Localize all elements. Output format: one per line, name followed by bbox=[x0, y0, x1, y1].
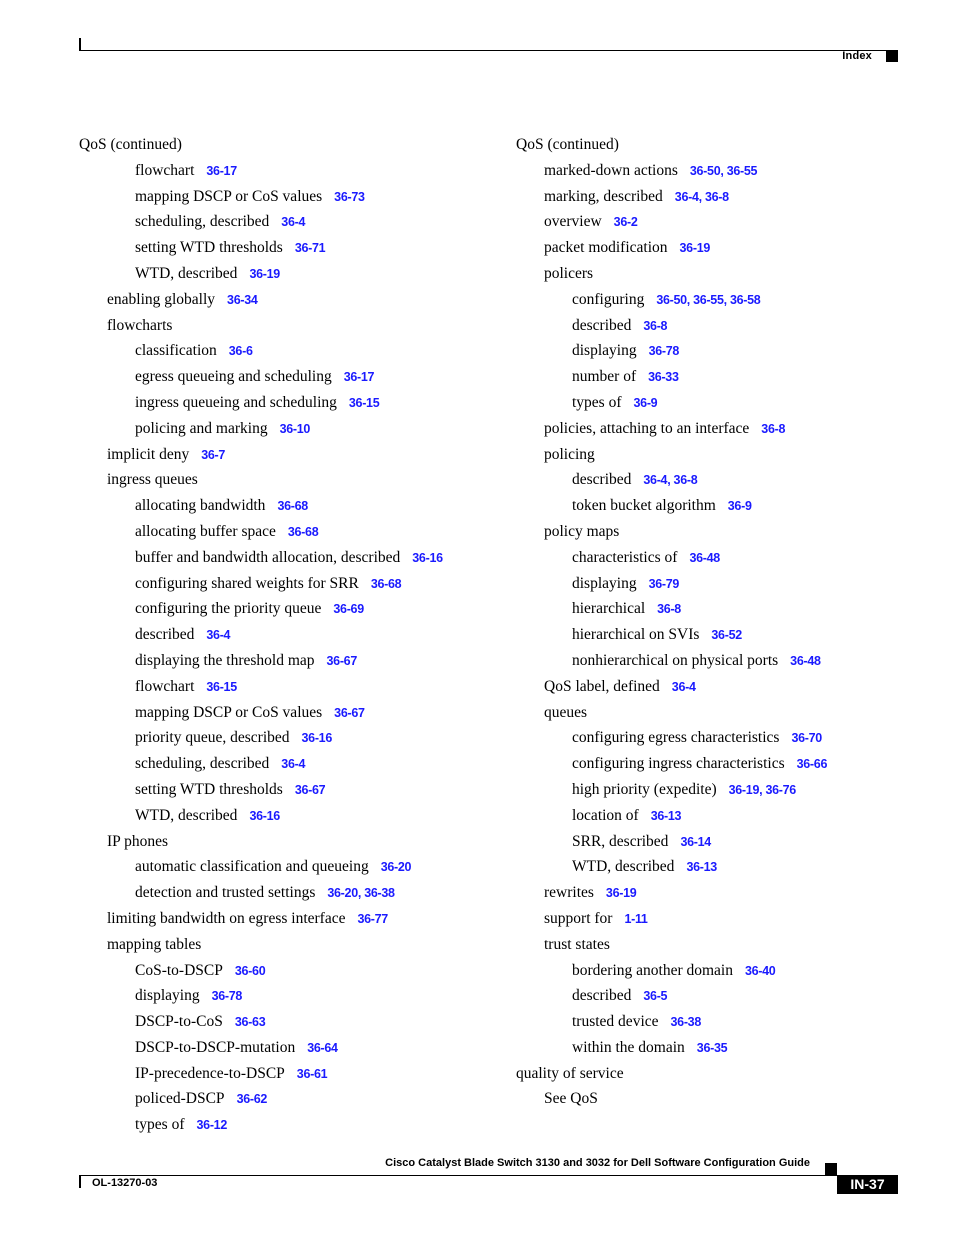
index-term: ingress queues bbox=[107, 471, 198, 489]
index-term: scheduling, described bbox=[135, 213, 270, 231]
page-reference-link[interactable]: 36-20, 36-38 bbox=[327, 886, 395, 901]
page-reference-link[interactable]: 36-14 bbox=[680, 834, 711, 849]
index-entry bbox=[516, 908, 916, 934]
index-entry bbox=[79, 1037, 479, 1063]
index-entry bbox=[516, 1011, 916, 1037]
index-entry bbox=[516, 727, 916, 753]
index-entry bbox=[79, 908, 479, 934]
index-entry bbox=[516, 263, 916, 289]
page-reference-link[interactable]: 36-4 bbox=[281, 215, 306, 230]
page-reference-link[interactable]: 36-13 bbox=[686, 860, 717, 875]
page-reference-link[interactable]: 1-11 bbox=[624, 911, 648, 926]
page-reference-link[interactable]: 36-61 bbox=[296, 1066, 328, 1081]
index-entry bbox=[79, 805, 479, 831]
index-term: SRR, described bbox=[572, 832, 669, 850]
page-reference-link[interactable]: 36-71 bbox=[294, 241, 326, 256]
index-term: described bbox=[572, 316, 632, 334]
index-term: high priority (expedite) bbox=[572, 780, 717, 798]
index-term: egress queueing and scheduling bbox=[135, 368, 332, 386]
index-entry bbox=[516, 856, 916, 882]
index-term: automatic classification and queueing bbox=[135, 858, 369, 876]
index-entry bbox=[79, 676, 479, 702]
index-entry bbox=[516, 1063, 916, 1089]
page-reference-link[interactable]: 36-10 bbox=[279, 421, 311, 436]
index-term: marked-down actions bbox=[544, 161, 678, 179]
index-entry bbox=[79, 211, 479, 237]
index-entry bbox=[79, 573, 479, 599]
index-term: rewrites bbox=[544, 884, 594, 902]
index-term: configuring ingress characteristics bbox=[572, 755, 785, 773]
index-entry bbox=[516, 573, 916, 599]
index-entry bbox=[516, 624, 916, 650]
index-term: allocating buffer space bbox=[135, 522, 276, 540]
index-term: displaying bbox=[572, 574, 637, 592]
page-reference-link[interactable]: 36-38 bbox=[670, 1015, 701, 1030]
index-entry bbox=[79, 702, 479, 728]
index-term: IP phones bbox=[107, 832, 168, 850]
index-column-left bbox=[79, 134, 479, 1140]
index-entry bbox=[516, 289, 916, 315]
index-entry bbox=[79, 882, 479, 908]
index-term: nonhierarchical on physical ports bbox=[572, 651, 779, 669]
index-term: setting WTD thresholds bbox=[135, 239, 283, 257]
index-term: trust states bbox=[544, 935, 610, 953]
index-term: WTD, described bbox=[135, 806, 238, 824]
index-term: policing bbox=[544, 445, 595, 463]
index-term: scheduling, described bbox=[135, 755, 270, 773]
index-entry bbox=[79, 753, 479, 779]
footer-rule bbox=[79, 1175, 898, 1176]
index-term: mapping tables bbox=[107, 935, 202, 953]
page-reference-link[interactable]: 36-73 bbox=[334, 189, 365, 204]
index-entry bbox=[79, 1088, 479, 1114]
index-term: described bbox=[572, 471, 632, 489]
index-entry bbox=[516, 831, 916, 857]
index-term: queues bbox=[544, 703, 588, 721]
index-term: policing and marking bbox=[135, 419, 268, 437]
index-entry bbox=[516, 547, 916, 573]
index-entry bbox=[516, 160, 916, 186]
page-reference-link[interactable]: 36-64 bbox=[307, 1040, 338, 1055]
page-reference-link[interactable]: 36-16 bbox=[301, 731, 332, 746]
index-term: configuring bbox=[572, 290, 645, 308]
index-entry bbox=[79, 340, 479, 366]
page-reference-link[interactable]: 36-68 bbox=[277, 499, 308, 514]
index-term: location of bbox=[572, 806, 639, 824]
index-entry bbox=[79, 186, 479, 212]
page-reference-link[interactable]: 36-17 bbox=[206, 163, 237, 178]
page-reference-link[interactable]: 36-52 bbox=[711, 628, 742, 643]
index-term: policed-DSCP bbox=[135, 1090, 225, 1108]
index-entry bbox=[516, 1037, 916, 1063]
index-entry bbox=[79, 856, 479, 882]
index-entry bbox=[516, 495, 916, 521]
index-entry bbox=[516, 882, 916, 908]
page-reference-link[interactable]: 36-48 bbox=[689, 550, 720, 565]
index-term: QoS (continued) bbox=[79, 136, 182, 153]
index-term: IP-precedence-to-DSCP bbox=[135, 1064, 285, 1082]
index-entry bbox=[79, 547, 479, 573]
index-term: configuring egress characteristics bbox=[572, 729, 780, 747]
page-reference-link[interactable]: 36-68 bbox=[370, 576, 402, 591]
index-term: DSCP-to-CoS bbox=[135, 1013, 223, 1031]
page-reference-link[interactable]: 36-66 bbox=[796, 757, 828, 772]
index-entry bbox=[79, 650, 479, 676]
index-entry bbox=[79, 831, 479, 857]
page-reference-link[interactable]: 36-69 bbox=[333, 602, 364, 617]
index-term: mapping DSCP or CoS values bbox=[135, 703, 323, 721]
index-entry bbox=[516, 315, 916, 341]
page-reference-link[interactable]: 36-4, 36-8 bbox=[674, 189, 729, 204]
page-reference-link[interactable]: 36-8 bbox=[657, 602, 681, 617]
page-reference-link[interactable]: 36-4 bbox=[206, 628, 231, 643]
page-reference-link[interactable]: 36-67 bbox=[326, 653, 357, 668]
page-reference-link[interactable]: 36-20 bbox=[380, 860, 412, 875]
footer-doc-number: OL-13270-03 bbox=[92, 1177, 158, 1189]
header-rule bbox=[79, 50, 898, 51]
index-entry bbox=[516, 985, 916, 1011]
index-entry bbox=[516, 366, 916, 392]
index-term: displaying the threshold map bbox=[135, 651, 315, 669]
index-entry bbox=[79, 418, 479, 444]
index-entry bbox=[79, 521, 479, 547]
index-entry bbox=[516, 676, 916, 702]
index-entry bbox=[79, 960, 479, 986]
index-entry bbox=[79, 985, 479, 1011]
page-reference-link[interactable]: 36-17 bbox=[343, 370, 375, 385]
index-term: types of bbox=[572, 393, 622, 411]
index-entry bbox=[79, 1114, 479, 1140]
page-reference-link[interactable]: 36-78 bbox=[648, 344, 680, 359]
index-term: support for bbox=[544, 909, 613, 927]
index-term: WTD, described bbox=[572, 858, 675, 876]
index-entry bbox=[79, 366, 479, 392]
index-entry bbox=[516, 598, 916, 624]
index-term: token bucket algorithm bbox=[572, 497, 716, 515]
page-reference-link[interactable]: 36-13 bbox=[650, 808, 682, 823]
index-entry bbox=[79, 315, 479, 341]
index-term: configuring the priority queue bbox=[135, 600, 322, 618]
page-reference-link[interactable]: 36-48 bbox=[790, 653, 821, 668]
index-term: QoS (continued) bbox=[516, 136, 619, 153]
index-entry bbox=[79, 779, 479, 805]
index-term: marking, described bbox=[544, 187, 663, 205]
page-reference-link[interactable]: 36-6 bbox=[228, 344, 253, 359]
page-reference-link[interactable]: 36-2 bbox=[613, 215, 638, 230]
index-term: described bbox=[572, 987, 632, 1005]
page-reference-link[interactable]: 36-67 bbox=[294, 782, 326, 797]
index-term: overview bbox=[544, 213, 602, 231]
index-term: flowcharts bbox=[107, 316, 173, 334]
footer-rule-tick bbox=[79, 1175, 81, 1188]
index-entry bbox=[79, 1063, 479, 1089]
index-term: CoS-to-DSCP bbox=[135, 961, 223, 979]
index-term: configuring shared weights for SRR bbox=[135, 574, 359, 592]
page-reference-link[interactable]: 36-19 bbox=[249, 266, 280, 281]
page-reference-link[interactable]: 36-15 bbox=[206, 679, 237, 694]
index-entry bbox=[516, 753, 916, 779]
page-reference-link[interactable]: 36-19, 36-76 bbox=[728, 782, 796, 797]
index-entry bbox=[516, 340, 916, 366]
index-term: described bbox=[135, 626, 195, 644]
page-reference-link[interactable]: 36-8 bbox=[761, 421, 786, 436]
index-entry bbox=[79, 469, 479, 495]
index-term: quality of service bbox=[516, 1064, 624, 1082]
index-entry bbox=[516, 186, 916, 212]
index-term: displaying bbox=[572, 342, 637, 360]
index-term: within the domain bbox=[572, 1038, 685, 1056]
page-reference-link[interactable]: 36-34 bbox=[227, 292, 258, 307]
page-reference-link[interactable]: 36-68 bbox=[287, 524, 319, 539]
page-reference-link[interactable]: 36-67 bbox=[334, 705, 365, 720]
index-entry bbox=[516, 779, 916, 805]
index-entry bbox=[516, 934, 916, 960]
page-reference-link[interactable]: 36-78 bbox=[211, 989, 243, 1004]
index-term: displaying bbox=[135, 987, 200, 1005]
index-term: hierarchical bbox=[572, 600, 646, 618]
index-term: DSCP-to-DSCP-mutation bbox=[135, 1038, 296, 1056]
header-section-label: Index bbox=[842, 50, 872, 62]
index-term: packet modification bbox=[544, 239, 668, 257]
footer-book-title: Cisco Catalyst Blade Switch 3130 and 3032 for Dell Software Configuration Guide bbox=[385, 1157, 810, 1169]
index-term: implicit deny bbox=[107, 445, 190, 463]
footer-marker-block bbox=[825, 1163, 837, 1175]
index-entry bbox=[516, 650, 916, 676]
index-term: setting WTD thresholds bbox=[135, 780, 283, 798]
page-reference-link[interactable]: 36-19 bbox=[605, 886, 637, 901]
index-entry bbox=[79, 1011, 479, 1037]
index-term: ingress queueing and scheduling bbox=[135, 393, 337, 411]
header-marker-block bbox=[886, 50, 898, 62]
page-reference-link[interactable]: 36-16 bbox=[412, 550, 443, 565]
index-entry bbox=[516, 237, 916, 263]
index-entry bbox=[79, 134, 479, 160]
index-term: hierarchical on SVIs bbox=[572, 626, 700, 644]
index-term: flowchart bbox=[135, 677, 195, 695]
page-reference-link[interactable]: 36-77 bbox=[357, 911, 388, 926]
index-entry bbox=[516, 1088, 916, 1114]
index-term: detection and trusted settings bbox=[135, 884, 316, 902]
page-reference-link[interactable]: 36-35 bbox=[696, 1040, 728, 1055]
page-reference-link[interactable]: 36-4 bbox=[281, 757, 306, 772]
index-column-right bbox=[516, 134, 916, 1114]
index-term: allocating bandwidth bbox=[135, 497, 266, 515]
index-entry bbox=[516, 444, 916, 470]
page-reference-link[interactable]: 36-5 bbox=[643, 989, 668, 1004]
index-term: buffer and bandwidth allocation, described bbox=[135, 548, 401, 566]
index-entry bbox=[79, 263, 479, 289]
index-entry bbox=[516, 418, 916, 444]
page-reference-link[interactable]: 36-4 bbox=[671, 679, 696, 694]
index-term: types of bbox=[135, 1116, 185, 1134]
index-entry bbox=[516, 960, 916, 986]
index-term: limiting bandwidth on egress interface bbox=[107, 909, 346, 927]
index-term: priority queue, described bbox=[135, 729, 290, 747]
page-number-badge: IN-37 bbox=[837, 1175, 898, 1194]
index-term: mapping DSCP or CoS values bbox=[135, 187, 323, 205]
page-reference-link[interactable]: 36-9 bbox=[727, 499, 752, 514]
index-term: enabling globally bbox=[107, 290, 216, 308]
index-entry bbox=[79, 444, 479, 470]
index-term: bordering another domain bbox=[572, 961, 733, 979]
page-reference-link[interactable]: 36-16 bbox=[249, 808, 280, 823]
page-reference-link[interactable]: 36-40 bbox=[744, 963, 776, 978]
page-reference-link[interactable]: 36-70 bbox=[791, 731, 822, 746]
index-entry bbox=[79, 392, 479, 418]
page-reference-link[interactable]: 36-9 bbox=[633, 395, 658, 410]
page-reference-link[interactable]: 36-33 bbox=[648, 370, 679, 385]
index-entry bbox=[79, 495, 479, 521]
index-term: policers bbox=[544, 264, 594, 282]
page-reference-link[interactable]: 36-79 bbox=[648, 576, 680, 591]
page-reference-link[interactable]: 36-50, 36-55 bbox=[689, 163, 758, 178]
index-term: classification bbox=[135, 342, 217, 360]
index-term: policies, attaching to an interface bbox=[544, 419, 750, 437]
index-entry bbox=[516, 521, 916, 547]
index-entry bbox=[79, 624, 479, 650]
page-reference-link[interactable]: 36-15 bbox=[348, 395, 380, 410]
index-entry bbox=[79, 727, 479, 753]
index-term: flowchart bbox=[135, 161, 195, 179]
index-term: policy maps bbox=[544, 522, 620, 540]
index-entry bbox=[79, 160, 479, 186]
index-entry bbox=[79, 598, 479, 624]
index-entry bbox=[516, 134, 916, 160]
page-reference-link[interactable]: 36-50, 36-55, 36-58 bbox=[656, 292, 761, 307]
page-reference-link[interactable]: 36-63 bbox=[234, 1015, 266, 1030]
page-reference-link[interactable]: 36-7 bbox=[201, 447, 226, 462]
index-entry bbox=[79, 237, 479, 263]
page-reference-link[interactable]: 36-12 bbox=[196, 1118, 227, 1133]
page-reference-link[interactable]: 36-19 bbox=[679, 241, 711, 256]
index-entry bbox=[516, 211, 916, 237]
page-reference-link[interactable]: 36-8 bbox=[643, 318, 668, 333]
index-entry bbox=[516, 392, 916, 418]
index-entry bbox=[79, 289, 479, 315]
index-term: trusted device bbox=[572, 1013, 659, 1031]
index-entry bbox=[79, 934, 479, 960]
index-term: WTD, described bbox=[135, 264, 238, 282]
index-entry bbox=[516, 805, 916, 831]
index-term: characteristics of bbox=[572, 548, 678, 566]
index-entry bbox=[516, 469, 916, 495]
page-reference-link[interactable]: 36-62 bbox=[236, 1092, 268, 1107]
index-term: QoS label, defined bbox=[544, 677, 660, 695]
index-term: number of bbox=[572, 368, 637, 386]
page-reference-link[interactable]: 36-4, 36-8 bbox=[643, 473, 698, 488]
index-entry bbox=[516, 702, 916, 728]
page-reference-link[interactable]: 36-60 bbox=[234, 963, 266, 978]
index-term: See QoS bbox=[544, 1090, 598, 1108]
